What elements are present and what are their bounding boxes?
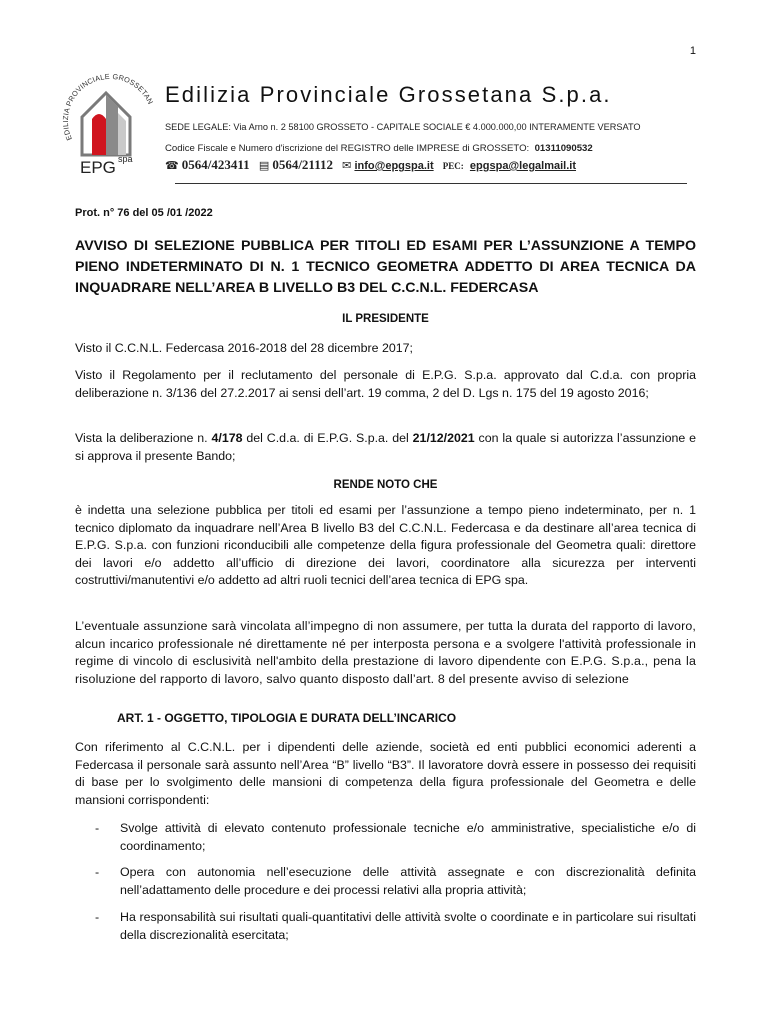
company-logo xyxy=(60,73,155,179)
art1-heading: ART. 1 - OGGETTO, TIPOLOGIA E DURATA DELL’INCARICO xyxy=(117,711,457,725)
paragraph-indetta: è indetta una selezione pubblica per titoli ed esami per l’assunzione a tempo pieno indeterminato, per n. 1 tecnico diplomato da inquadrare nell’Area B livello B3 del C.C.N.L. Federcasa e da destinare all’area tecnica di E.P.G. S.p.a. con funzioni riconducibili alle competenze della figura professionale del Geometra quali: direttore dei lavori e/o addetto all’ufficio di direzione dei lavori, coordinatore alla sicurezza per interventi costruttivi/manutentivi e/o addetto ad altri ruoli tecnici dell’area tecnica di EPG spa. xyxy=(75,503,696,587)
art1-paragraph: Con riferimento al C.C.N.L. per i dipendenti delle aziende, società ed enti pubblici economici aderenti a Federcasa il personale sarà assunto nell’Area “B” livello “B3”. Il lavoratore dovrà essere in possesso dei requisiti di base per lo svolgimento delle mansioni di competenza della figura professionale del Geometra e delle mansioni corrispondenti: xyxy=(75,740,696,807)
pec-link[interactable]: epgspa@legalmail.it xyxy=(469,160,577,172)
notice-title: AVVISO DI SELEZIONE PUBBLICA PER TITOLI ED ESAMI PER L’ASSUNZIONE A TEMPO PIENO INDETERMINATO DI N. 1 TECNICO GEOMETRA ADDETTO DI AREA TECNICA DA INQUADRARE NELL’AREA B LIVELLO B3 DEL C.C.N.L. FEDERCASA xyxy=(75,238,696,296)
bullet-text: Svolge attività di elevato contenuto professionale tecniche e/o amministrative, specialistiche e/o di coordinamento; xyxy=(120,821,696,853)
house-door xyxy=(92,114,106,155)
bullet-text: Ha responsabilità sui risultati quali-quantitativi delle attività svolte o coordinate e in particolare sui risultati della discrezionalità esercitata; xyxy=(120,910,696,942)
email-icon: ✉ xyxy=(342,160,352,172)
bullet-dash: - xyxy=(95,910,100,924)
registered-office-line: SEDE LEGALE: Via Arno n. 2 58100 GROSSETO - CAPITALE SOCIALE € 4.000.000,00 INTERAMENTE VERSATO xyxy=(165,122,641,132)
bullet-dash: - xyxy=(95,865,100,879)
fiscal-code-label: Codice Fiscale e Numero d'iscrizione del REGISTRO delle IMPRESE di GROSSETO: xyxy=(165,143,530,154)
rende-noto-heading: RENDE NOTO CHE xyxy=(333,479,438,491)
header-divider xyxy=(175,183,687,184)
contacts-line xyxy=(165,157,576,173)
vista-prefix: Vista la deliberazione n. xyxy=(75,431,212,445)
company-name: Edilizia Provinciale Grossetana S.p.a. xyxy=(165,82,612,107)
fiscal-code-line xyxy=(165,143,593,154)
logo-suffix: spa xyxy=(118,154,133,164)
visto-ccnl: Visto il C.C.N.L. Federcasa 2016-2018 del 28 dicembre 2017; xyxy=(75,341,413,355)
fax-number: 0564/21112 xyxy=(272,157,333,172)
fiscal-code-value: 01311090532 xyxy=(534,143,593,154)
vista-mid: del C.d.a. di E.P.G. S.p.a. del xyxy=(242,431,413,445)
fax-icon: ▤ xyxy=(258,160,270,172)
vista-deliberazione xyxy=(75,430,696,465)
protocol-number: Prot. n° 76 del 05 /01 /2022 xyxy=(75,207,213,219)
vista-date: 21/12/2021 xyxy=(412,431,475,445)
phone-icon: ☎ xyxy=(165,160,179,172)
paragraph-eventuale: L’eventuale assunzione sarà vincolata all’impegno di non assumere, per tutta la durata del rapporto di lavoro, alcun incarico professionale né direttamente né per interposta persona e a svolgere l'attività professionale in regime di vincolo di esclusività nell'ambito della prestazione di lavoro dipendente con E.P.G. S.p.a., pena la risoluzione del rapporto di lavoro, salvo quanto disposto dall’art. 8 del presente avviso di selezione xyxy=(75,619,696,686)
page-number: 1 xyxy=(689,45,696,57)
logo-abbr: EPG xyxy=(80,158,116,177)
president-heading: IL PRESIDENTE xyxy=(342,313,429,325)
bullet-dash: - xyxy=(95,821,100,835)
bullet-text: Opera con autonomia nell’esecuzione delle attività assegnate e con discrezionalità definita nell’adattamento delle procedure e dei processi relativi alla propria attività; xyxy=(120,865,696,897)
pec-label: PEC: xyxy=(442,161,464,171)
vista-delib-number: 4/178 xyxy=(211,431,243,445)
email-link[interactable]: info@epgspa.it xyxy=(354,160,434,172)
phone-number: 0564/423411 xyxy=(181,157,250,172)
vista-suffix: con la quale si autorizza l’assunzione e si approva il presente Bando; xyxy=(75,431,697,463)
logo-graphic xyxy=(60,73,155,179)
logo-arc-text: EDILIZIA PROVINCIALE GROSSETAN xyxy=(60,73,155,142)
visto-regolamento: Visto il Regolamento per il reclutamento del personale di E.P.G. S.p.a. approvato dal C.d.a. con propria deliberazione n. 3/136 del 27.2.2017 ai sensi dell’art. 19 comma, 2 del D. Lgs n. 175 del 19 agosto 2016; xyxy=(75,368,696,400)
house-wall xyxy=(118,113,126,155)
